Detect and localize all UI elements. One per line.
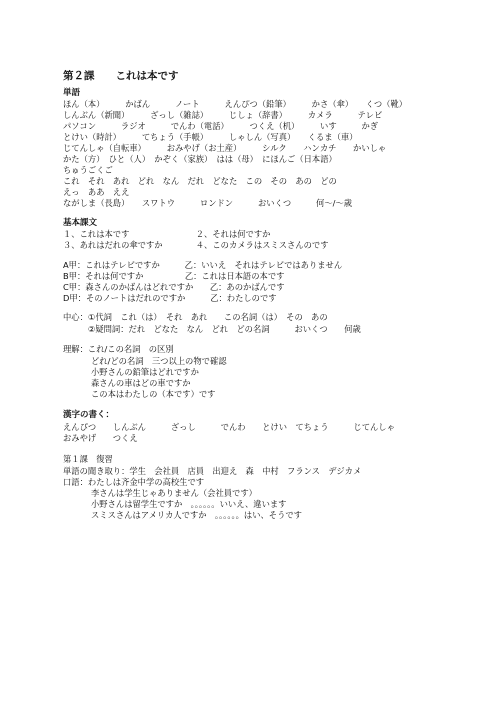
kanji-heading: 漢字の書く： [63, 410, 115, 420]
understanding-line: この本はわたしの（本です）です [91, 389, 216, 399]
dialog-line: A甲：これはテレビですか 乙：いいえ それはテレビではありません [63, 260, 343, 270]
understanding-line: どれ/どの名詞 三つ以上の物で確認 [91, 356, 227, 366]
vocab-line: えっ ああ ええ [63, 187, 130, 197]
understanding-line: 森さんの車はどの車ですか [91, 378, 191, 388]
grammar-heading: 基本課文 [63, 218, 98, 228]
center-line: 中心：①代詞 これ（は） それ あれ この名詞（は） その あの [63, 312, 328, 322]
center-line: ②疑問詞：だれ どなた なん どれ どの名詞 おいくつ 何歳 [63, 324, 361, 334]
understanding-line: 小野さんの鉛筆はどれですか [91, 367, 199, 377]
grammar-line: １、これは本です ２、それは何ですか [63, 229, 271, 239]
kanji-line: えんぴつ しんぶん ざっし でんわ とけい てちょう じてんしゃ [63, 422, 395, 432]
vocab-heading: 単語 [63, 88, 81, 98]
vocab-line: しんぶん（新聞） ざっし（雑誌） じしょ（辞書） カメラ テレビ [63, 110, 383, 120]
grammar-line: ３、あれはだれの傘ですか ４、このカメラはスミスさんのです [63, 240, 329, 250]
vocab-line: かた（方） ひと（人） かぞく（家族） はは（母） にほんご（日本語） [63, 154, 337, 164]
vocab-line: これ それ あれ どれ なん だれ どなた この その あの どの [63, 176, 337, 186]
vocab-line: パソコン ラジオ でんわ（電話） つくえ（机） いす かぎ [63, 121, 379, 131]
review-line: 第１課 復習 [63, 454, 113, 464]
review-sub-line: 小野さんは留学生ですか 。。。。。。いいえ、違います [91, 499, 287, 509]
review-sub-line: スミスさんはアメリカ人ですか 。。。。。。はい、そうです [91, 510, 302, 520]
kanji-line: おみやげ つくえ [63, 433, 138, 443]
vocab-line: とけい（時計） てちょう（手帳） しゃしん（写真） くるま（車） [63, 132, 358, 142]
review-line: 口語：わたしは齐金中学の高校生です [63, 477, 205, 487]
lesson-title: 第２課 これは本です [63, 70, 179, 82]
review-sub-line: 李さんは学生じゃありません（会社員です） [91, 488, 257, 498]
dialog-line: B甲：それは何ですか 乙：これは日本語の本です [63, 271, 285, 281]
vocab-line: ほん（本） かばん ノート えんぴつ（鉛筆） かさ（傘） くつ（靴） [63, 99, 408, 109]
understanding-heading: 理解：これ/この名詞 の区別 [63, 344, 174, 354]
vocab-line: じてんしゃ（自転車） おみやげ（お土産） シルク ハンカチ かいしゃ [63, 143, 387, 153]
vocab-line: ちゅうごくご [63, 165, 113, 175]
dialog-line: D甲：そのノートはだれのですか 乙：わたしのです [63, 293, 277, 303]
dialog-line: C甲：森さんのかばんはどれですか 乙：あのかばんです [63, 282, 285, 292]
review-line: 単語の聞き取り：学生 会社員 店員 出迎え 森 中村 フランス デジカメ [63, 466, 362, 476]
vocab-line: ながしま（長島） スワトウ ロンドン おいくつ 何〜/〜歳 [63, 198, 353, 208]
